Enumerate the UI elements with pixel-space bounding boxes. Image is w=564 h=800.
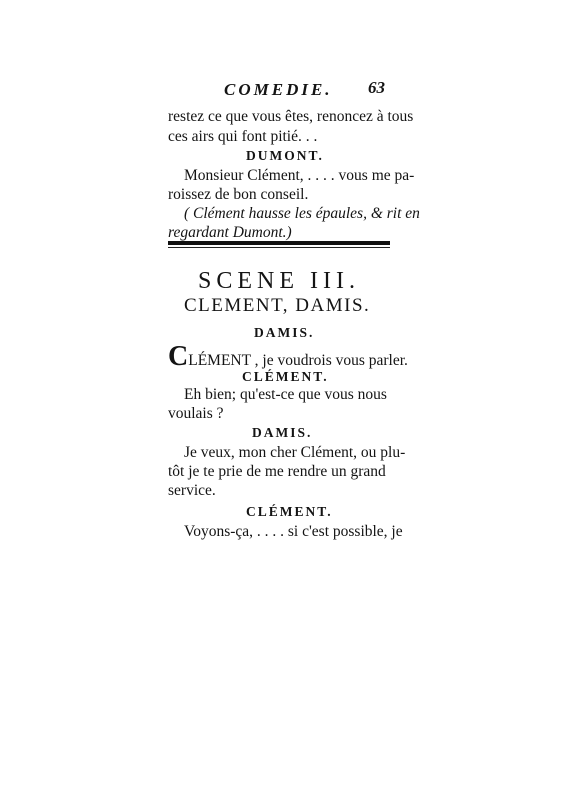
speaker-name-clement-1: CLÉMENT. [242,369,329,384]
speaker-name-damis-1: DAMIS. [254,325,315,340]
speaker-name-dumont: DUMONT. [246,148,324,163]
stage-direction-line-1: ( Clément hausse les épaules, & rit en [184,205,420,222]
scene-title: SCENE III. [198,268,360,294]
text-line-8: Je veux, mon cher Clément, ou plu- [184,444,406,461]
stage-direction-line-2: regardant Dumont.) [168,224,292,241]
text-line-6: Eh bien; qu'est-ce que vous nous [184,386,387,403]
speaker-name-damis-2: DAMIS. [252,425,313,440]
text-line-4: roissez de bon conseil. [168,186,309,203]
scene-characters: CLEMENT, DAMIS. [184,295,371,316]
speaker-name-clement-2: CLÉMENT. [246,504,333,519]
text-line-3: Monsieur Clément, . . . . vous me pa- [184,167,415,184]
text-line-5-rest: LÉMENT , je voudrois vous parler. [188,352,408,369]
section-divider-thick [168,241,390,245]
text-line-2: ces airs qui font pitié. . . [168,128,318,145]
text-line-7: voulais ? [168,405,224,422]
text-line-9: tôt je te prie de me rendre un grand [168,463,386,480]
page-number: 63 [368,78,385,97]
running-header-title: COMEDIE. [224,80,333,99]
text-line-1: restez ce que vous êtes, renoncez à tous [168,108,414,125]
text-line-11: Voyons-ça, . . . . si c'est possible, je [184,523,403,540]
section-divider-thin [168,247,390,248]
text-line-10: service. [168,482,216,499]
drop-cap-letter: C [168,341,189,372]
